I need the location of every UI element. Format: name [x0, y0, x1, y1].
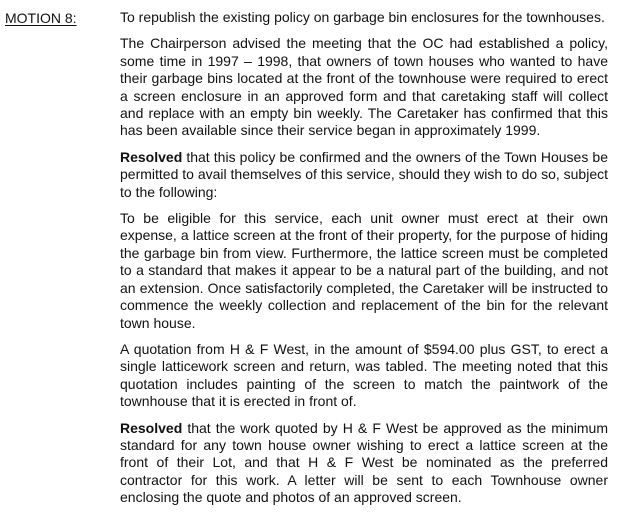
paragraph-text: To republish the existing policy on garbage bin enclosures for the townhouses. — [120, 9, 605, 25]
resolved-lead: Resolved — [120, 148, 183, 165]
paragraph-text: To be eligible for this service, each unit owner must erect at their own expense, a lattice screen at the front of their property, for the purpose of hiding the garbage bin from view. Furthermore, the lattice screen must be completed to a standard that makes it appear to be a natural part of the building, and not an extension. Once satisfactorily completed, the Caretaker will be instructed to commence the weekly collection and replacement of the bin for the relevant town house. — [120, 210, 608, 331]
paragraph-chairperson-advice — [120, 35, 608, 139]
paragraph-text: that the work quoted by H & F West be approved as the minimum standard for any town house owner wishing to erect a lattice screen at the front of their Lot, and that H & F West be nominated as the preferred contractor for this work. A letter will be sent to each Townhouse owner enclosing the quote and photos of an approved screen. — [120, 419, 608, 506]
motion-body — [120, 9, 608, 516]
paragraph-text: that this policy be confirmed and the owners of the Town Houses be permitted to avail themselves of this service, should they wish to do so, subject to the following: — [120, 148, 608, 200]
paragraph-resolution-2 — [120, 420, 608, 507]
paragraph-quotation — [120, 341, 608, 411]
paragraph-resolution-1 — [120, 149, 608, 201]
resolved-lead: Resolved — [120, 419, 183, 436]
paragraph-motion-statement — [120, 9, 608, 26]
motion-label: MOTION 8: — [5, 10, 77, 26]
paragraph-text: The Chairperson advised the meeting that the OC had established a policy, some time in 1997 – 1998, that owners of town houses who wanted to have their garbage bins located at the front of the townhouse were required to erect a screen enclosure in an approved form and that caretaking staff will collect and replace with an empty bin weekly. The Caretaker has confirmed that this has been available since their service began in approximately 1999. — [120, 35, 608, 139]
paragraph-text: A quotation from H & F West, in the amount of $594.00 plus GST, to erect a single latticework screen and return, was tabled. The meeting noted that this quotation includes painting of the screen to match the paintwork of the townhouse that it is erected in front of. — [120, 340, 608, 410]
paragraph-eligibility — [120, 210, 608, 332]
